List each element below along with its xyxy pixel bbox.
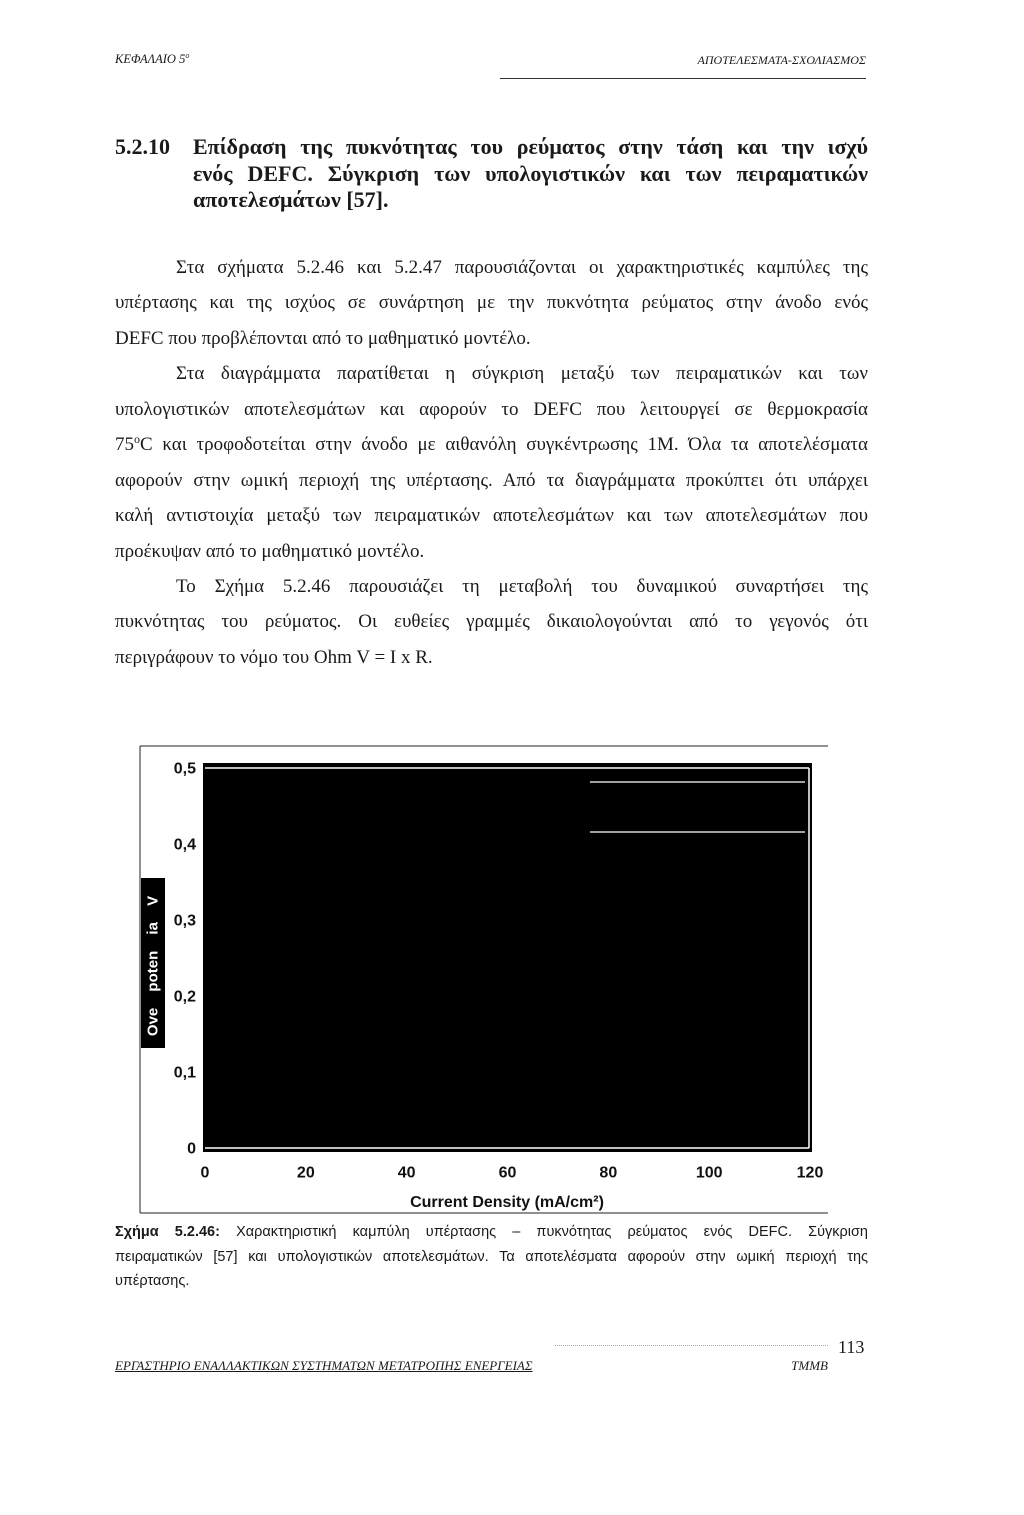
section-heading-text	[193, 134, 868, 214]
x-tick-label: 20	[296, 1164, 315, 1182]
footer-rule	[555, 1345, 828, 1346]
footer-department: ΤΜΜΒ	[791, 1358, 828, 1373]
heading-line: ενός DEFC. Σύγκριση των υπολογιστικών και των πειραματικών	[193, 160, 868, 186]
text-line: καλή αντιστοιχία μεταξύ των πειραματικών αποτελεσμάτων και των αποτελεσμάτων που	[115, 505, 868, 527]
degree-superscript: o	[134, 432, 140, 447]
paragraph-3	[115, 569, 868, 675]
chapter-label: ΚΕΦΑΛΑΙΟ 5	[115, 52, 186, 66]
text-line-rest: C και τροφοδοτείται στην άνοδο με αιθανόλη συγκέντρωσης 1M. Όλα τα αποτελέσματα	[140, 434, 868, 456]
body-text	[115, 250, 868, 675]
y-tick-label: 0	[187, 1140, 196, 1158]
y-tick-label: 0,5	[173, 760, 196, 778]
temperature-value: 75	[115, 434, 134, 456]
text-line: Στα διαγράμματα παρατίθεται η σύγκριση μεταξύ των πειραματικών και των	[176, 363, 868, 385]
x-axis-label: Current Density (mA/cm²)	[410, 1194, 604, 1211]
paragraph-2	[115, 356, 868, 569]
text-line: πυκνότητας του ρεύματος. Οι ευθείες γραμμές δικαιολογούνται από το γεγονός ότι	[115, 611, 868, 633]
x-tick-label: 80	[599, 1164, 618, 1182]
text-line: υπέρτασης και της ισχύος σε συνάρτηση με την πυκνότητα ρεύματος στην άνοδο ενός	[115, 292, 868, 314]
chapter-superscript: ο	[185, 51, 190, 60]
heading-line: αποτελεσμάτων [57].	[193, 187, 389, 212]
footer-lab-name: ΕΡΓΑΣΤΗΡΙΟ ΕΝΑΛΛΑΚΤΙΚΩΝ ΣΥΣΤΗΜΑΤΩΝ ΜΕΤΑΤΡΟΠΗΣ ΕΝΕΡΓΕΙΑΣ	[115, 1358, 533, 1373]
text-line: DEFC που προβλέπονται από το μαθηματικό μοντέλο.	[115, 327, 531, 349]
x-tick-label: 100	[695, 1164, 723, 1182]
paragraph-1	[115, 250, 868, 356]
section-heading	[115, 134, 868, 214]
caption-line: υπέρτασης.	[115, 1273, 190, 1289]
text-line	[115, 427, 868, 462]
x-tick-label: 0	[200, 1164, 210, 1182]
section-number: 5.2.10	[115, 134, 170, 159]
x-tick-label: 40	[397, 1164, 416, 1182]
x-tick-label: 60	[498, 1164, 517, 1182]
text-line: Στα σχήματα 5.2.46 και 5.2.47 παρουσιάζονται οι χαρακτηριστικές καμπύλες της	[176, 257, 868, 278]
overpotential-chart	[130, 740, 840, 1220]
x-tick-labels	[201, 1165, 824, 1182]
plot-area	[203, 763, 812, 1152]
text-line: Το Σχήμα 5.2.46 παρουσιάζει τη μεταβολή του δυναμικού συναρτήσει της	[176, 575, 868, 597]
y-tick-label: 0,3	[173, 912, 196, 930]
text-line: περιγράφουν το νόμο του Ohm V = I x R.	[115, 646, 433, 668]
header-rule	[500, 78, 866, 79]
y-tick-label: 0,1	[173, 1064, 196, 1082]
running-header-chapter	[115, 51, 189, 67]
running-header-section: ΑΠΟΤΕΛΕΣΜΑΤΑ-ΣΧΟΛΙΑΣΜΟΣ	[697, 53, 866, 67]
caption-line	[115, 1220, 868, 1245]
x-tick-label: 120	[796, 1164, 824, 1182]
heading-line: Επίδραση της πυκνότητας του ρεύματος στην τάση και την ισχύ	[193, 134, 868, 159]
text-line: αφορούν στην ωμική περιοχή της υπέρτασης. Από τα διαγράμματα προκύπτει ότι υπάρχει	[115, 469, 868, 491]
caption-text: Χαρακτηριστική καμπύλη υπέρτασης – πυκνότητας ρεύματος ενός DEFC. Σύγκριση	[236, 1224, 868, 1240]
text-line: προέκυψαν από το μαθηματικό μοντέλο.	[115, 540, 425, 562]
caption-label: Σχήμα 5.2.46:	[115, 1224, 220, 1240]
y-axis-label: Ove poten ia V	[144, 895, 162, 1037]
page-number: 113	[838, 1337, 865, 1357]
figure-caption	[115, 1220, 868, 1294]
caption-line: πειραματικών [57] και υπολογιστικών αποτελεσμάτων. Τα αποτελέσματα αφορούν στην ωμική περιοχή της	[115, 1248, 868, 1265]
y-tick-label: 0,2	[173, 988, 196, 1006]
y-tick-labels	[174, 761, 196, 1158]
text-line: υπολογιστικών αποτελεσμάτων και αφορούν το DEFC που λειτουργεί σε θερμοκρασία	[115, 398, 868, 420]
y-tick-label: 0,4	[173, 836, 196, 854]
